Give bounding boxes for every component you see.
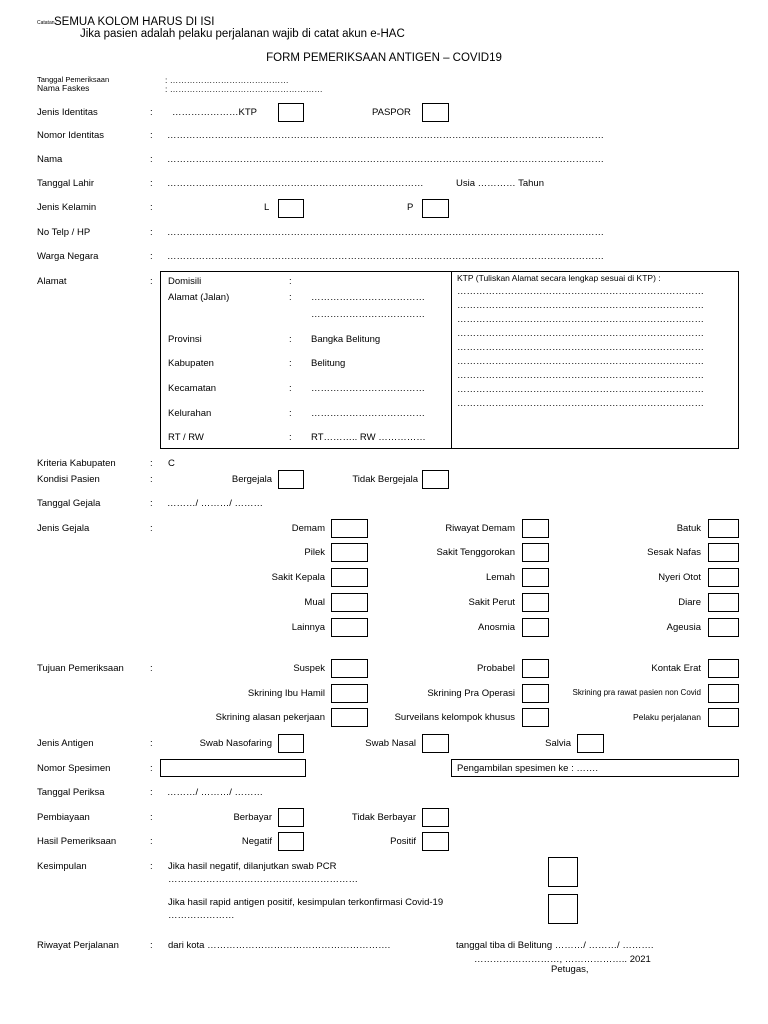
gejala-pilek-label: Pilek (304, 547, 325, 558)
gejala-demam-label: Demam (291, 523, 325, 534)
colon: : (150, 812, 153, 823)
pengambilan-spesimen-label: Pengambilan spesimen ke : ……. (457, 763, 598, 774)
berbayar-checkbox[interactable] (278, 808, 304, 827)
colon: : (289, 432, 292, 443)
negatif-checkbox[interactable] (278, 832, 304, 851)
colon: : (150, 738, 153, 749)
nomor-identitas-field[interactable]: ………………………………………………………………………………………………………………………… (167, 130, 604, 141)
hasil-label: Hasil Pemeriksaan (37, 836, 117, 847)
gejala-sakit-kepala-checkbox[interactable] (331, 568, 368, 587)
colon: : (150, 474, 153, 485)
signature-date-field[interactable]: ………………………, ……………….. 2021 (474, 954, 651, 965)
jenis-identitas-label: Jenis Identitas (37, 107, 98, 118)
jenis-kelamin-label: Jenis Kelamin (37, 202, 97, 213)
address-divider (451, 271, 452, 449)
salvia-checkbox[interactable] (577, 734, 604, 753)
nomor-identitas-label: Nomor Identitas (37, 130, 105, 141)
colon: : (289, 383, 292, 394)
positif-label: Positif (390, 836, 416, 847)
nama-faskes-field[interactable]: : ……………………………………………… (165, 84, 323, 94)
kesimpulan-positif-text: Jika hasil rapid antigen positif, kesimpulan terkonfirmasi Covid-19 (168, 897, 444, 908)
tujuan-kontak-erat-label: Kontak Erat (651, 663, 701, 674)
tujuan-suspek-checkbox[interactable] (331, 659, 368, 678)
ktp-address-line[interactable]: …………………………………………………………………… (457, 356, 704, 367)
kesimpulan-negatif-text: Jika hasil negatif, dilanjutkan swab PCR (168, 861, 337, 872)
perempuan-label: P (407, 202, 414, 213)
tanggal-gejala-label: Tanggal Gejala (37, 498, 101, 509)
kriteria-value: C (168, 458, 175, 469)
colon: : (150, 763, 153, 774)
gejala-anosmia-checkbox[interactable] (522, 618, 549, 637)
gejala-riwayat-demam-checkbox[interactable] (522, 519, 549, 538)
form-title: FORM PEMERIKSAAN ANTIGEN – COVID19 (266, 52, 502, 64)
ktp-label: …………………KTP (172, 107, 257, 118)
berbayar-label: Berbayar (233, 812, 272, 823)
kesimpulan-negatif-checkbox[interactable] (548, 857, 578, 887)
colon: : (150, 130, 153, 141)
gejala-lemah-label: Lemah (485, 572, 515, 583)
tujuan-label: Tujuan Pemeriksaan (37, 663, 124, 674)
kecamatan-label: Kecamatan (168, 383, 217, 394)
no-telp-field[interactable]: ………………………………………………………………………………………………………………………… (167, 227, 604, 238)
tujuan-kontak-erat-checkbox[interactable] (708, 659, 739, 678)
kondisi-label: Kondisi Pasien (37, 474, 100, 485)
swab-nasofaring-label: Swab Nasofaring (199, 738, 272, 749)
nama-field[interactable]: ………………………………………………………………………………………………………………………… (167, 154, 604, 165)
colon: : (150, 663, 153, 674)
colon: : (289, 276, 292, 287)
paspor-checkbox[interactable] (422, 103, 449, 122)
tujuan-ibu-hamil-checkbox[interactable] (331, 684, 368, 703)
tujuan-surveilans-label: Surveilans kelompok khusus (394, 712, 515, 723)
gejala-lainnya-checkbox[interactable] (331, 618, 368, 637)
gejala-nyeri-otot-checkbox[interactable] (708, 568, 739, 587)
kelurahan-field[interactable]: ……………………………… (311, 408, 425, 419)
tidak-berbayar-checkbox[interactable] (422, 808, 449, 827)
gejala-diare-label: Diare (678, 597, 701, 608)
tujuan-pra-operasi-checkbox[interactable] (522, 684, 549, 703)
ktp-address-line[interactable]: …………………………………………………………………… (457, 398, 704, 409)
colon: : (289, 358, 292, 369)
warga-negara-label: Warga Negara (37, 251, 99, 262)
tidak-bergejala-label: Tidak Bergejala (352, 474, 418, 485)
gejala-pilek-checkbox[interactable] (331, 543, 368, 562)
alamat-jalan-label: Alamat (Jalan) (168, 292, 230, 303)
bergejala-label: Bergejala (231, 474, 272, 485)
ktp-address-line[interactable]: …………………………………………………………………… (457, 314, 704, 325)
tanggal-lahir-field[interactable]: ……………………………………………………………………… (167, 178, 424, 189)
rtrw-field[interactable]: RT……….. RW …………… (311, 432, 426, 443)
colon: : (289, 292, 292, 303)
kesimpulan-positif-checkbox[interactable] (548, 894, 578, 924)
provinsi-value: Bangka Belitung (311, 334, 381, 345)
kesimpulan-positif-field[interactable]: ………………… (168, 910, 235, 921)
tujuan-ibu-hamil-label: Skrining Ibu Hamil (247, 688, 325, 699)
gejala-nyeri-otot-label: Nyeri Otot (658, 572, 701, 583)
bergejala-checkbox[interactable] (278, 470, 304, 489)
gejala-lainnya-label: Lainnya (291, 622, 325, 633)
jenis-antigen-label: Jenis Antigen (37, 738, 94, 749)
tujuan-pekerjaan-checkbox[interactable] (331, 708, 368, 727)
positif-checkbox[interactable] (422, 832, 449, 851)
gejala-sesak-nafas-label: Sesak Nafas (647, 547, 701, 558)
ktp-address-line[interactable]: …………………………………………………………………… (457, 328, 704, 339)
swab-nasal-checkbox[interactable] (422, 734, 449, 753)
gejala-riwayat-demam-label: Riwayat Demam (445, 523, 515, 534)
tanggal-periksa-label: Tanggal Periksa (37, 787, 105, 798)
alamat-label: Alamat (37, 276, 67, 287)
paspor-label: PASPOR (372, 107, 411, 118)
salvia-label: Salvia (545, 738, 571, 749)
gejala-sakit-perut-label: Sakit Perut (468, 597, 515, 608)
gejala-mual-checkbox[interactable] (331, 593, 368, 612)
gejala-sesak-nafas-checkbox[interactable] (708, 543, 739, 562)
warga-negara-field[interactable]: ………………………………………………………………………………………………………………………… (167, 251, 604, 262)
usia-field[interactable]: Usia ………… Tahun (456, 178, 544, 189)
colon: : (150, 787, 153, 798)
tujuan-pra-rawat-checkbox[interactable] (708, 684, 739, 703)
colon: : (150, 498, 153, 509)
tanggal-pemeriksaan-label: Tanggal Pemeriksaan (37, 75, 110, 84)
gejala-batuk-label: Batuk (676, 523, 701, 534)
kabupaten-label: Kabupaten (168, 358, 214, 369)
gejala-demam-checkbox[interactable] (331, 519, 368, 538)
colon: : (150, 836, 153, 847)
alamat-jalan-field-1[interactable]: ……………………………… (311, 292, 425, 303)
petugas-label: Petugas, (551, 964, 589, 975)
instruction-line-1: SEMUA KOLOM HARUS DI ISI (54, 16, 215, 28)
colon: : (289, 334, 292, 345)
colon: : (150, 523, 153, 534)
colon: : (150, 227, 153, 238)
rtrw-label: RT / RW (168, 432, 204, 443)
perempuan-checkbox[interactable] (422, 199, 449, 218)
catatan-label: Catatan : (37, 20, 58, 26)
gejala-sakit-perut-checkbox[interactable] (522, 593, 549, 612)
tujuan-suspek-label: Suspek (293, 663, 325, 674)
no-telp-label: No Telp / HP (37, 227, 91, 238)
tanggal-pemeriksaan-field[interactable]: : …………………………………… (165, 75, 289, 85)
tanggal-tiba-field[interactable]: tanggal tiba di Belitung ………/ ………/ ………. (456, 940, 654, 951)
ktp-address-line[interactable]: …………………………………………………………………… (457, 300, 704, 311)
colon: : (150, 202, 153, 213)
gejala-ageusia-label: Ageusia (666, 622, 701, 633)
laki-label: L (264, 202, 270, 213)
tidak-bergejala-checkbox[interactable] (422, 470, 449, 489)
tujuan-probabel-label: Probabel (476, 663, 515, 674)
kelurahan-label: Kelurahan (168, 408, 212, 419)
kesimpulan-label: Kesimpulan (37, 861, 87, 872)
ktp-address-line[interactable]: …………………………………………………………………… (457, 286, 704, 297)
tujuan-pra-rawat-label: Skrining pra rawat pasien non Covid (572, 688, 701, 697)
tanggal-lahir-label: Tanggal Lahir (37, 178, 95, 189)
alamat-jalan-field-2[interactable]: ……………………………… (311, 309, 425, 320)
nomor-spesimen-input[interactable] (160, 759, 306, 777)
domisili-label: Domisili (168, 276, 202, 287)
colon: : (150, 154, 153, 165)
colon: : (150, 251, 153, 262)
tanggal-gejala-field[interactable]: ………/ ………/ ……… (167, 498, 264, 509)
colon: : (150, 178, 153, 189)
ktp-address-header: KTP (Tuliskan Alamat secara lengkap sesuai di KTP) : (457, 273, 661, 283)
instruction-line-2: Jika pasien adalah pelaku perjalanan wajib di catat akun e-HAC (80, 28, 405, 40)
swab-nasal-label: Swab Nasal (365, 738, 416, 749)
kriteria-label: Kriteria Kabupaten (37, 458, 116, 469)
ktp-address-line[interactable]: …………………………………………………………………… (457, 384, 704, 395)
negatif-label: Negatif (241, 836, 272, 847)
gejala-sakit-tenggorokan-checkbox[interactable] (522, 543, 549, 562)
tujuan-pekerjaan-label: Skrining alasan pekerjaan (215, 712, 325, 723)
gejala-sakit-tenggorokan-label: Sakit Tenggorokan (436, 547, 515, 558)
ktp-checkbox[interactable] (278, 103, 304, 122)
gejala-sakit-kepala-label: Sakit Kepala (271, 572, 325, 583)
kecamatan-field[interactable]: ……………………………… (311, 383, 425, 394)
tidak-berbayar-label: Tidak Berbayar (351, 812, 416, 823)
laki-checkbox[interactable] (278, 199, 304, 218)
colon: : (289, 408, 292, 419)
gejala-mual-label: Mual (304, 597, 325, 608)
colon: : (150, 940, 153, 951)
ktp-address-line[interactable]: …………………………………………………………………… (457, 370, 704, 381)
gejala-anosmia-label: Anosmia (478, 622, 515, 633)
colon: : (150, 861, 153, 872)
gejala-lemah-checkbox[interactable] (522, 568, 549, 587)
colon: : (150, 276, 153, 287)
tujuan-pelaku-perjalanan-label: Pelaku perjalanan (632, 712, 701, 722)
gejala-ageusia-checkbox[interactable] (708, 618, 739, 637)
dari-kota-field[interactable]: dari kota …………………………………………………. (168, 940, 391, 951)
gejala-diare-checkbox[interactable] (708, 593, 739, 612)
jenis-gejala-label: Jenis Gejala (37, 523, 90, 534)
riwayat-label: Riwayat Perjalanan (37, 940, 119, 951)
gejala-batuk-checkbox[interactable] (708, 519, 739, 538)
nama-faskes-label: Nama Faskes (37, 83, 90, 93)
tujuan-pelaku-perjalanan-checkbox[interactable] (708, 708, 739, 727)
swab-nasofaring-checkbox[interactable] (278, 734, 304, 753)
tujuan-surveilans-checkbox[interactable] (522, 708, 549, 727)
kabupaten-value: Belitung (311, 358, 346, 369)
kesimpulan-negatif-field[interactable]: …………………………………………………… (168, 874, 358, 885)
pembiayaan-label: Pembiayaan (37, 812, 90, 823)
ktp-address-line[interactable]: …………………………………………………………………… (457, 342, 704, 353)
colon: : (150, 107, 153, 118)
nomor-spesimen-label: Nomor Spesimen (37, 763, 111, 774)
tujuan-pra-operasi-label: Skrining Pra Operasi (427, 688, 515, 699)
nama-label: Nama (37, 154, 63, 165)
tanggal-periksa-field[interactable]: ………/ ………/ ……… (167, 787, 264, 798)
colon: : (150, 458, 153, 469)
tujuan-probabel-checkbox[interactable] (522, 659, 549, 678)
provinsi-label: Provinsi (168, 334, 202, 345)
